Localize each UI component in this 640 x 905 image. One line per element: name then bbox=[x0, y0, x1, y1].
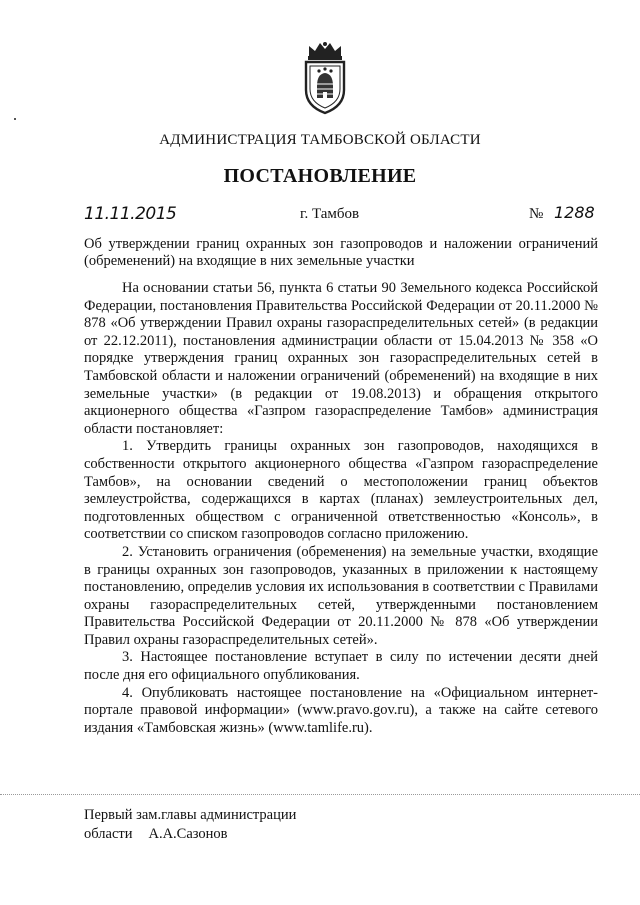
coat-of-arms-icon bbox=[299, 40, 351, 116]
resolution-item-4: 4. Опубликовать настоящее постановление на «Официальном интернет-портале правовой информации» (www.pravo.gov.ru), а также на сайте сетевого издания «Тамбовская жизнь» (www.tamlife.ru). bbox=[84, 684, 598, 736]
organization-name: АДМИНИСТРАЦИЯ ТАМБОВСКОЙ ОБЛАСТИ bbox=[159, 132, 481, 148]
document-subject: Об утверждении границ охранных зон газопроводов и наложении ограничений (обременений) на входящие в них земельные участки bbox=[84, 236, 598, 269]
signature-block bbox=[84, 806, 296, 844]
document-number-label: № bbox=[529, 206, 544, 222]
resolution-item-2: 2. Установить ограничения (обременения) на земельные участки, входящие в границы охранных зон газопроводов, указанных в приложении к настоящему постановлению, определив условия их использования в соответствии с Правилами охраны газораспределительных сетей, утвержденными постановлением Правительства Российской Федерации от 20.11.2000 № 878 «Об утверждении Правил охраны газораспределительных сетей». bbox=[84, 543, 598, 648]
signatory-name: А.А.Сазонов bbox=[148, 826, 228, 842]
divider-line bbox=[0, 794, 640, 795]
signatory-position: Первый зам.главы администрации bbox=[84, 807, 297, 823]
signatory-position-region: области bbox=[84, 826, 133, 842]
document-date: 11.11.2015 bbox=[84, 204, 177, 224]
document-type-title: ПОСТАНОВЛЕНИЕ bbox=[223, 165, 417, 187]
resolution-item-1: 1. Утвердить границы охранных зон газопроводов, находящихся в собственности открытого акционерного общества «Газпром газораспределение Тамбов», на основании сведений о местоположении границ объектов землеустройства, содержащихся в картах (планах) землеустроительных дел, подготовленных обществом с ограниченной ответственностью «Консоль», в соответствии со списком газопроводов согласно приложению. bbox=[84, 438, 598, 543]
scan-speck bbox=[14, 118, 16, 120]
preamble-paragraph: На основании статьи 56, пункта 6 статьи 90 Земельного кодекса Российской Федерации, постановления Правительства Российской Федерации от 20.11.2000 № 878 «Об утверждении Правил охраны газораспределительных сетей» (в редакции от 22.12.2011), постановления администрации области от 15.04.2013 № 358 «О порядке утверждения границ охранных зон газораспределительных сетей в Тамбовской области и наложении ограничений (обременений) на входящие в них земельные участки» (в редакции от 19.08.2013) и обращения открытого акционерного общества «Газпром газораспределение Тамбов» администрация области постановляет: bbox=[84, 280, 598, 437]
document-number: 1288 bbox=[554, 203, 595, 222]
document-body bbox=[84, 280, 598, 737]
resolution-item-3: 3. Настоящее постановление вступает в силу по истечении десяти дней после дня его официального опубликования. bbox=[84, 649, 598, 684]
document-city: г. Тамбов bbox=[300, 206, 360, 222]
